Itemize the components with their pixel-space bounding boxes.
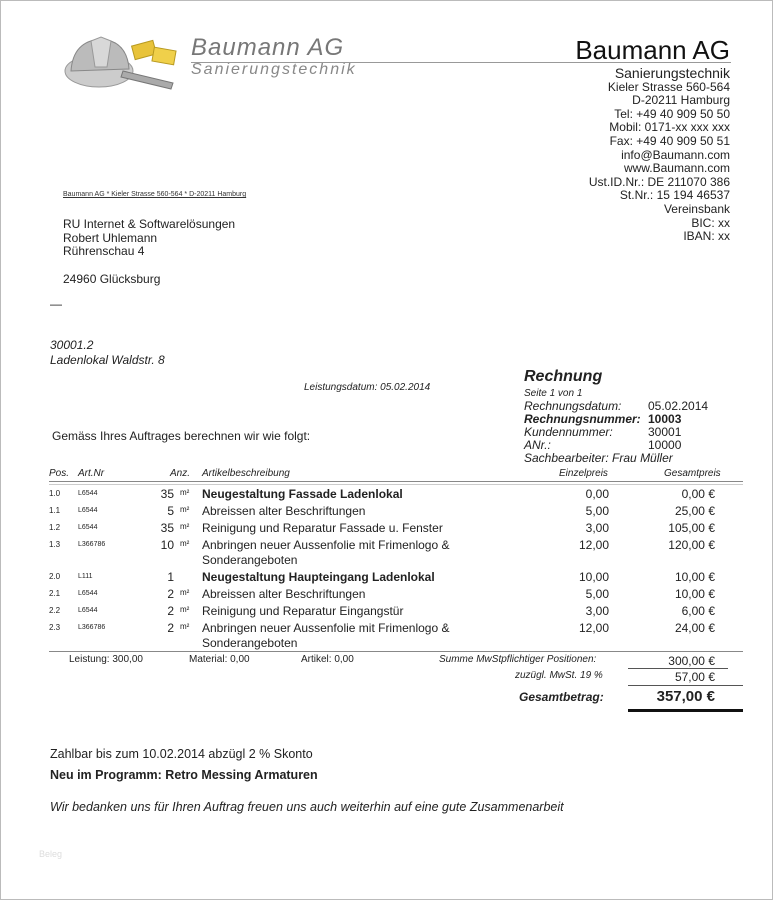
mwst-value: 57,00 € xyxy=(674,670,715,684)
intro-text: Gemäss Ihres Auftrages berechnen wir wie folgt: xyxy=(52,429,311,443)
cell-ep: 10,00 xyxy=(578,570,609,584)
sum-label: Summe MwStpflichtiger Positionen: xyxy=(439,654,597,665)
company-line: info@Baumann.com xyxy=(621,147,730,162)
sum-material: Material: 0,00 xyxy=(189,654,250,665)
company-line: Mobil: 0171-xx xxx xxx xyxy=(609,120,730,135)
cell-anz: 10 xyxy=(160,538,174,552)
sum-value: 300,00 € xyxy=(668,654,715,668)
cell-unit: m² xyxy=(180,488,190,497)
meta-value: 05.02.2014 xyxy=(648,399,709,413)
recipient-name: Robert Uhlemann xyxy=(63,230,158,245)
header-anz: Anz. xyxy=(170,468,191,479)
cell-pos: 2.2 xyxy=(49,606,61,615)
cell-desc: Neugestaltung Fassade Ladenlokal xyxy=(202,487,403,501)
cell-gp: 10,00 € xyxy=(674,587,715,601)
sum-leistung: Leistung: 300,00 xyxy=(69,654,143,665)
recipient-company: RU Internet & Softwarelösungen xyxy=(63,217,236,231)
company-line: Sanierungstechnik xyxy=(614,65,730,81)
mwst-underline xyxy=(628,685,743,686)
header-ep: Einzelpreis xyxy=(559,468,608,479)
company-name: Baumann AG xyxy=(575,35,730,65)
recipient-address xyxy=(63,218,235,286)
cell-desc: Abreissen alter Beschriftungen xyxy=(202,504,366,518)
cell-desc: Reinigung und Reparatur Eingangstür xyxy=(202,604,404,618)
total-label: Gesamtbetrag: xyxy=(519,690,604,704)
cell-unit: m² xyxy=(180,522,190,531)
project-info xyxy=(50,338,165,368)
cell-gp: 120,00 € xyxy=(668,538,715,552)
invoice-meta xyxy=(524,368,708,465)
logo-subtitle: Sanierungstechnik xyxy=(191,61,357,78)
meta-value: 10000 xyxy=(648,438,682,452)
cell-pos: 2.1 xyxy=(49,589,61,598)
cell-ep: 3,00 xyxy=(585,521,609,535)
cell-pos: 2.3 xyxy=(49,623,61,632)
summary-bar xyxy=(49,654,743,668)
total-underline xyxy=(628,709,743,712)
cell-unit: m² xyxy=(180,605,190,614)
cell-ep: 0,00 xyxy=(585,487,609,501)
page-number: Seite 1 von 1 xyxy=(524,388,583,399)
cell-ep: 5,00 xyxy=(585,587,609,601)
meta-key: Rechnungsdatum: xyxy=(524,399,622,413)
company-line: Fax: +49 40 909 50 51 xyxy=(609,133,730,148)
cell-desc: Reinigung und Reparatur Fassade u. Fenster xyxy=(202,521,443,535)
cell-anz: 2 xyxy=(167,621,174,635)
cell-art: L6544 xyxy=(78,590,98,597)
company-details xyxy=(589,67,730,244)
recipient-city: 24960 Glücksburg xyxy=(63,271,161,286)
header-rule xyxy=(49,484,743,485)
cell-art: L6544 xyxy=(78,607,98,614)
meta-key: Rechnungsnummer: xyxy=(524,412,641,426)
table-header xyxy=(49,468,743,481)
logo-company-name: Baumann AG xyxy=(191,34,345,61)
hardhat-icon xyxy=(61,31,191,97)
header-art: Art.Nr xyxy=(78,468,105,479)
sachbearbeiter: Sachbearbeiter: Frau Müller xyxy=(524,451,673,465)
meta-key: Kundennummer: xyxy=(524,425,613,439)
meta-value: 30001 xyxy=(648,425,682,439)
project-name: Ladenlokal Waldstr. 8 xyxy=(50,353,165,367)
company-logo xyxy=(61,31,391,97)
cell-gp: 105,00 € xyxy=(668,521,715,535)
header-rule xyxy=(49,481,743,482)
meta-value: 10003 xyxy=(648,412,682,426)
cell-anz: 35 xyxy=(160,521,174,535)
recipient-street: Rührenschau 4 xyxy=(63,244,145,259)
company-line: Kieler Strasse 560-564 xyxy=(607,79,730,94)
cell-pos: 1.0 xyxy=(49,489,61,498)
cell-unit: m² xyxy=(180,539,190,548)
faint-watermark: Beleg xyxy=(39,849,63,859)
cell-unit: m² xyxy=(180,505,190,514)
leistungsdatum: Leistungsdatum: 05.02.2014 xyxy=(304,382,431,393)
cell-desc: Neugestaltung Haupteingang Ladenlokal xyxy=(202,570,435,584)
cell-anz: 5 xyxy=(167,504,174,518)
thanks-line: Wir bedanken uns für Ihren Auftrag freuen uns auch weiterhin auf eine gute Zusammenarbeit xyxy=(50,800,564,814)
meta-key: ANr.: xyxy=(524,438,551,452)
cell-gp: 0,00 € xyxy=(681,487,715,501)
sender-line: Baumann AG * Kieler Strasse 560-564 * D-20211 Hamburg xyxy=(63,191,247,198)
cell-unit: m² xyxy=(180,622,190,631)
cell-gp: 24,00 € xyxy=(674,621,715,635)
cell-anz: 1 xyxy=(167,570,174,584)
cell-pos: 2.0 xyxy=(49,572,61,581)
cell-art: L111 xyxy=(78,573,93,580)
company-line: D-20211 Hamburg xyxy=(632,93,730,108)
header-pos: Pos. xyxy=(49,468,70,479)
header-desc: Artikelbeschreibung xyxy=(202,468,290,479)
cell-ep: 3,00 xyxy=(585,604,609,618)
company-line: Vereinsbank xyxy=(663,201,730,216)
cell-pos: 1.2 xyxy=(49,523,61,532)
sum-underline xyxy=(628,668,728,669)
summary-rule xyxy=(49,651,743,652)
payment-terms: Zahlbar bis zum 10.02.2014 abzügl 2 % Skonto xyxy=(50,747,313,761)
cell-art: L366786 xyxy=(78,541,106,548)
cell-art: L6544 xyxy=(78,507,98,514)
cell-anz: 2 xyxy=(167,587,174,601)
cell-anz: 35 xyxy=(160,487,174,501)
cell-ep: 12,00 xyxy=(578,538,609,552)
cell-art: L6544 xyxy=(78,490,98,497)
cell-desc: Anbringen neuer Aussenfolie mit Frimenlogo & Sonderangeboten xyxy=(202,621,450,650)
mwst-label: zuzügl. MwSt. 19 % xyxy=(515,670,603,681)
cell-ep: 12,00 xyxy=(578,621,609,635)
cell-art: L366786 xyxy=(78,624,106,631)
company-line: www.Baumann.com xyxy=(623,161,730,176)
company-line: BIC: xx xyxy=(691,215,730,230)
sum-artikel: Artikel: 0,00 xyxy=(301,654,354,665)
cell-gp: 25,00 € xyxy=(674,504,715,518)
company-line: St.Nr.: 15 194 46537 xyxy=(619,188,730,203)
cell-desc: Anbringen neuer Aussenfolie mit Frimenlogo & Sonderangeboten xyxy=(202,538,450,567)
cell-gp: 10,00 € xyxy=(674,570,715,584)
cell-desc: Abreissen alter Beschriftungen xyxy=(202,587,366,601)
cell-pos: 1.3 xyxy=(49,540,61,549)
cell-gp: 6,00 € xyxy=(681,604,715,618)
cell-art: L6544 xyxy=(78,524,98,531)
total-value: 357,00 € xyxy=(656,688,715,705)
cell-pos: 1.1 xyxy=(49,506,61,515)
fold-mark: — xyxy=(50,297,62,311)
company-line: IBAN: xx xyxy=(683,229,730,244)
company-line: Ust.ID.Nr.: DE 211070 386 xyxy=(588,174,730,189)
invoice-title: Rechnung xyxy=(524,368,603,385)
cell-unit: m² xyxy=(180,588,190,597)
project-number: 30001.2 xyxy=(50,338,94,352)
company-line: Tel: +49 40 909 50 50 xyxy=(614,106,730,121)
cell-ep: 5,00 xyxy=(585,504,609,518)
cell-anz: 2 xyxy=(167,604,174,618)
header-gp: Gesamtpreis xyxy=(664,468,721,479)
news-line: Neu im Programm: Retro Messing Armaturen xyxy=(50,768,318,782)
